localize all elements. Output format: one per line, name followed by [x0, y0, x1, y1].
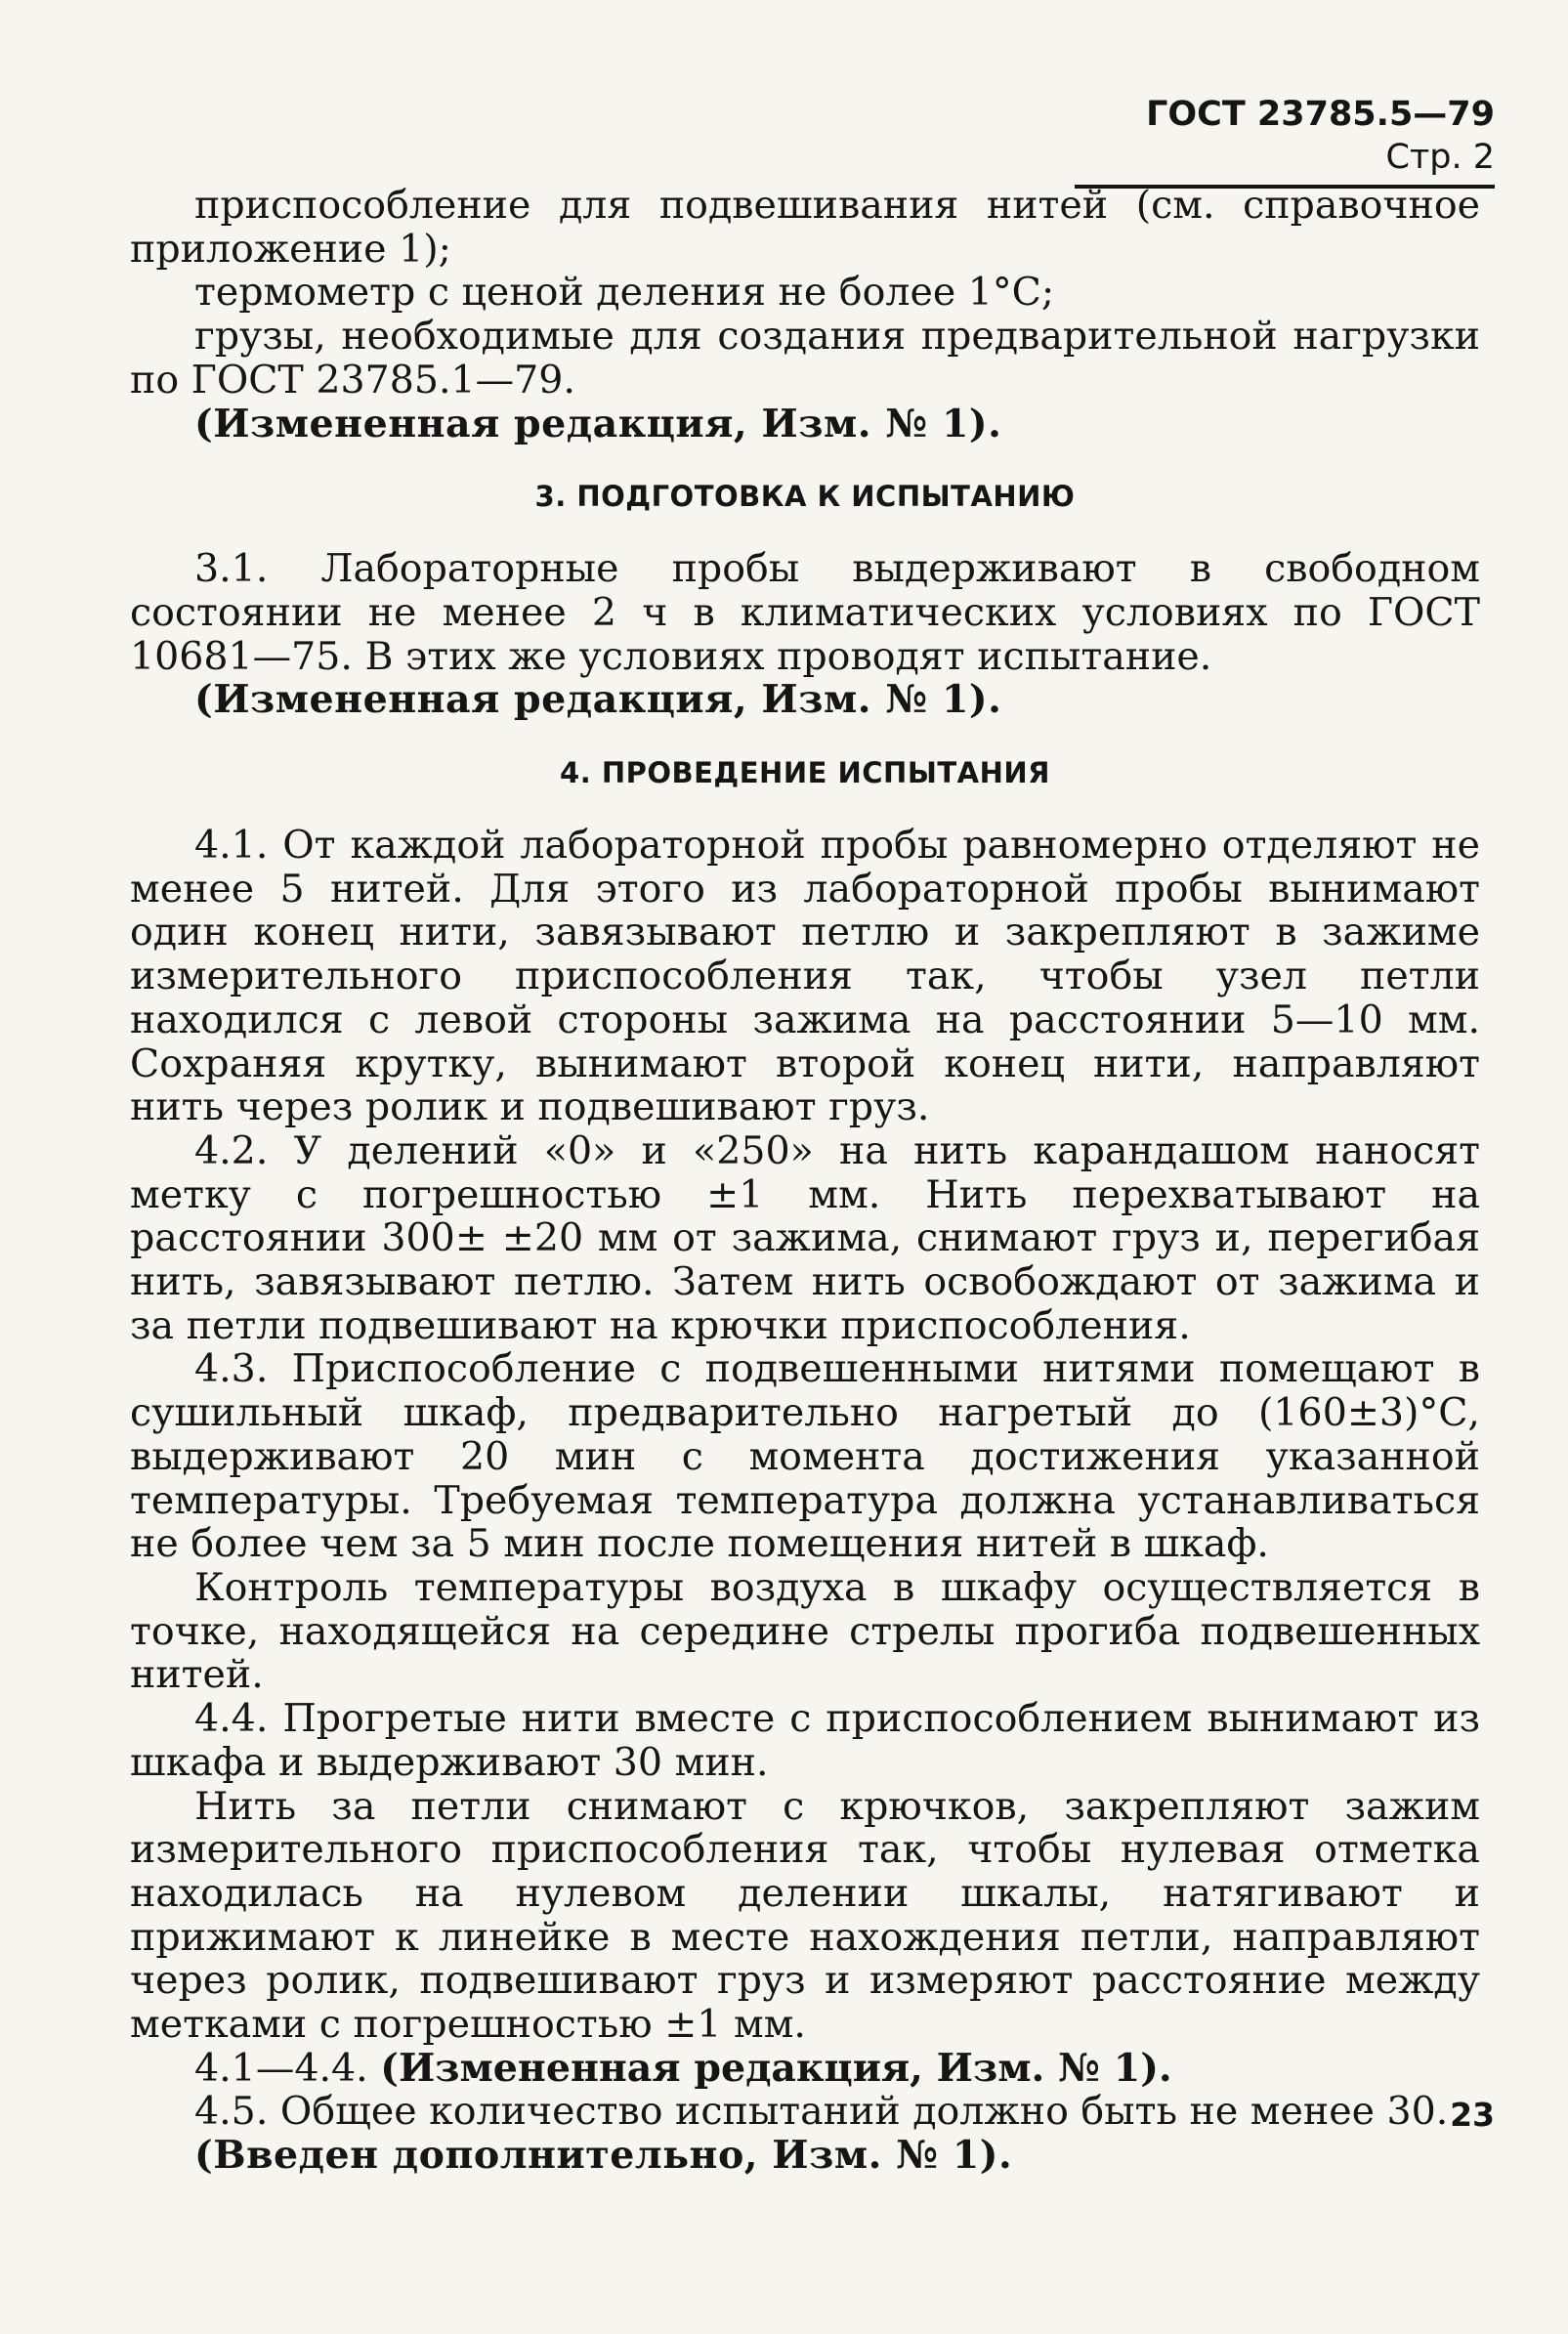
clause-4-4: 4.4. Прогретые нити вместе с приспособлением вынимают из шкафа и выдерживают 30 мин. — [130, 1696, 1480, 1785]
clause-3-1: 3.1. Лабораторные пробы выдерживают в свободном состоянии не менее 2 ч в климатических условиях по ГОСТ 10681—75. В этих же условиях проводят испытание. — [130, 546, 1480, 679]
clause-4-2: 4.2. У делений «0» и «250» на нить карандашом наносят метку с погрешностью ±1 мм. Нить перехватывают на расстоянии 300± ±20 мм от зажима, снимают груз и, перегибая нить, завязывают петлю. Затем нить освобождают от зажима и за петли подвешивают на крючки приспособления. — [130, 1127, 1480, 1348]
equipment-item-hanger: приспособление для подвешивания нитей (см. справочное приложение 1); — [130, 183, 1480, 272]
section-3-heading: 3. ПОДГОТОВКА К ИСПЫТАНИЮ — [534, 480, 1076, 514]
document-code: ГОСТ 23785.5—79 — [1146, 95, 1495, 134]
amendment-note: (Измененная редакция, Изм. № 1). — [194, 401, 1002, 446]
clause-4-3-note: Контроль температуры воздуха в шкафу осуществляется в точке, находящейся на середине стрелы прогиба подвешенных нитей. — [130, 1564, 1480, 1698]
amendment-note: (Измененная редакция, Изм. № 1). — [194, 677, 1002, 723]
clause-4-3: 4.3. Приспособление с подвешенными нитями помещают в сушильный шкаф, предварительно нагретый до (160±3)°С, выдерживают 20 мин с момента достижения указанной температуры. Требуемая температура должна устанавливаться не более чем за 5 мин после помещения нитей в шкаф. — [130, 1346, 1480, 1567]
amendment-range: 4.1—4.4. — [194, 2045, 368, 2091]
equipment-item-weights: грузы, необходимые для создания предварительной нагрузки по ГОСТ 23785.1—79. — [130, 314, 1480, 403]
section-4-heading: 4. ПРОВЕДЕНИЕ ИСПЫТАНИЯ — [560, 756, 1050, 790]
running-header — [1075, 93, 1495, 189]
page-number: 23 — [1450, 2096, 1495, 2134]
introduced-note: (Введен дополнительно, Изм. № 1). — [194, 2133, 1013, 2179]
amendment-range-text: (Измененная редакция, Изм. № 1). — [380, 2045, 1172, 2091]
amendment-note-range — [130, 2047, 1480, 2091]
clause-4-4-note: Нить за петли снимают с крючков, закрепляют зажим измерительного приспособления так, чтобы нулевая отметка находилась на нулевом делении шкалы, натягивают и прижимают к линейке в месте нахождения петли, направляют через ролик, подвешивают груз и измеряют расстояние между метками с погрешностью ±1 мм. — [130, 1783, 1480, 2048]
clause-4-5: 4.5. Общее количество испытаний должно быть не менее 30. — [194, 2089, 1449, 2135]
document-body — [130, 184, 1480, 2178]
page-label: Стр. 2 — [1385, 138, 1495, 177]
clause-4-1: 4.1. От каждой лабораторной пробы равномерно отделяют не менее 5 нитей. Для этого из лабораторной пробы вынимают один конец нити, завязывают петлю и закрепляют в зажиме измерительного приспособления так, чтобы узел петли находился с левой стороны зажима на расстоянии 5—10 мм. Сохраняя крутку, вынимают второй конец нити, направляют нить через ролик и подвешивают груз. — [130, 823, 1480, 1130]
equipment-item-thermometer: термометр с ценой деления не более 1°С; — [194, 270, 1055, 316]
